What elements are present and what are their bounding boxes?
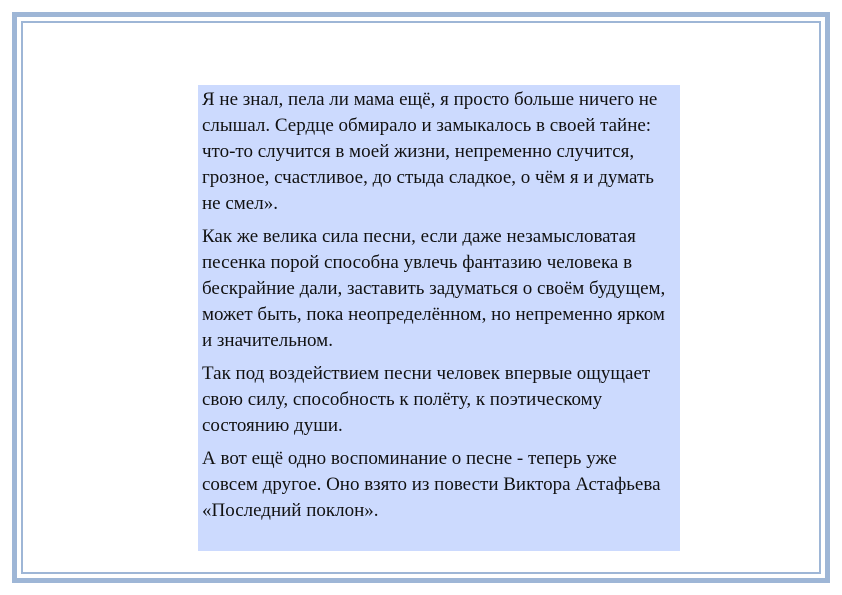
paragraph-2: Как же велика сила песни, если даже незамысловатая песенка порой способна увлечь фантазию человека в бескрайние дали, заставить задуматься о своём будущем, может быть, пока неопределённом, но непременно ярком и значительном.: [202, 226, 666, 351]
paragraph-4: А вот ещё одно воспоминание о песне - теперь уже совсем другое. Оно взято из повести Виктора Астафьева «Последний поклон».: [202, 448, 661, 521]
paragraph-1: Я не знал, пела ли мама ещё, я просто больше ничего не слышал. Сердце обмирало и замыкалось в своей тайне: что-то случится в моей жизни, непременно случится, грозное, счастливое, до стыда сладкое, о чём я и думать не смел».: [202, 89, 658, 214]
paragraph-3: Так под воздействием песни человек впервые ощущает свою силу, способность к полёту, к поэтическому состоянию души.: [202, 363, 651, 436]
text-block: [198, 85, 680, 551]
